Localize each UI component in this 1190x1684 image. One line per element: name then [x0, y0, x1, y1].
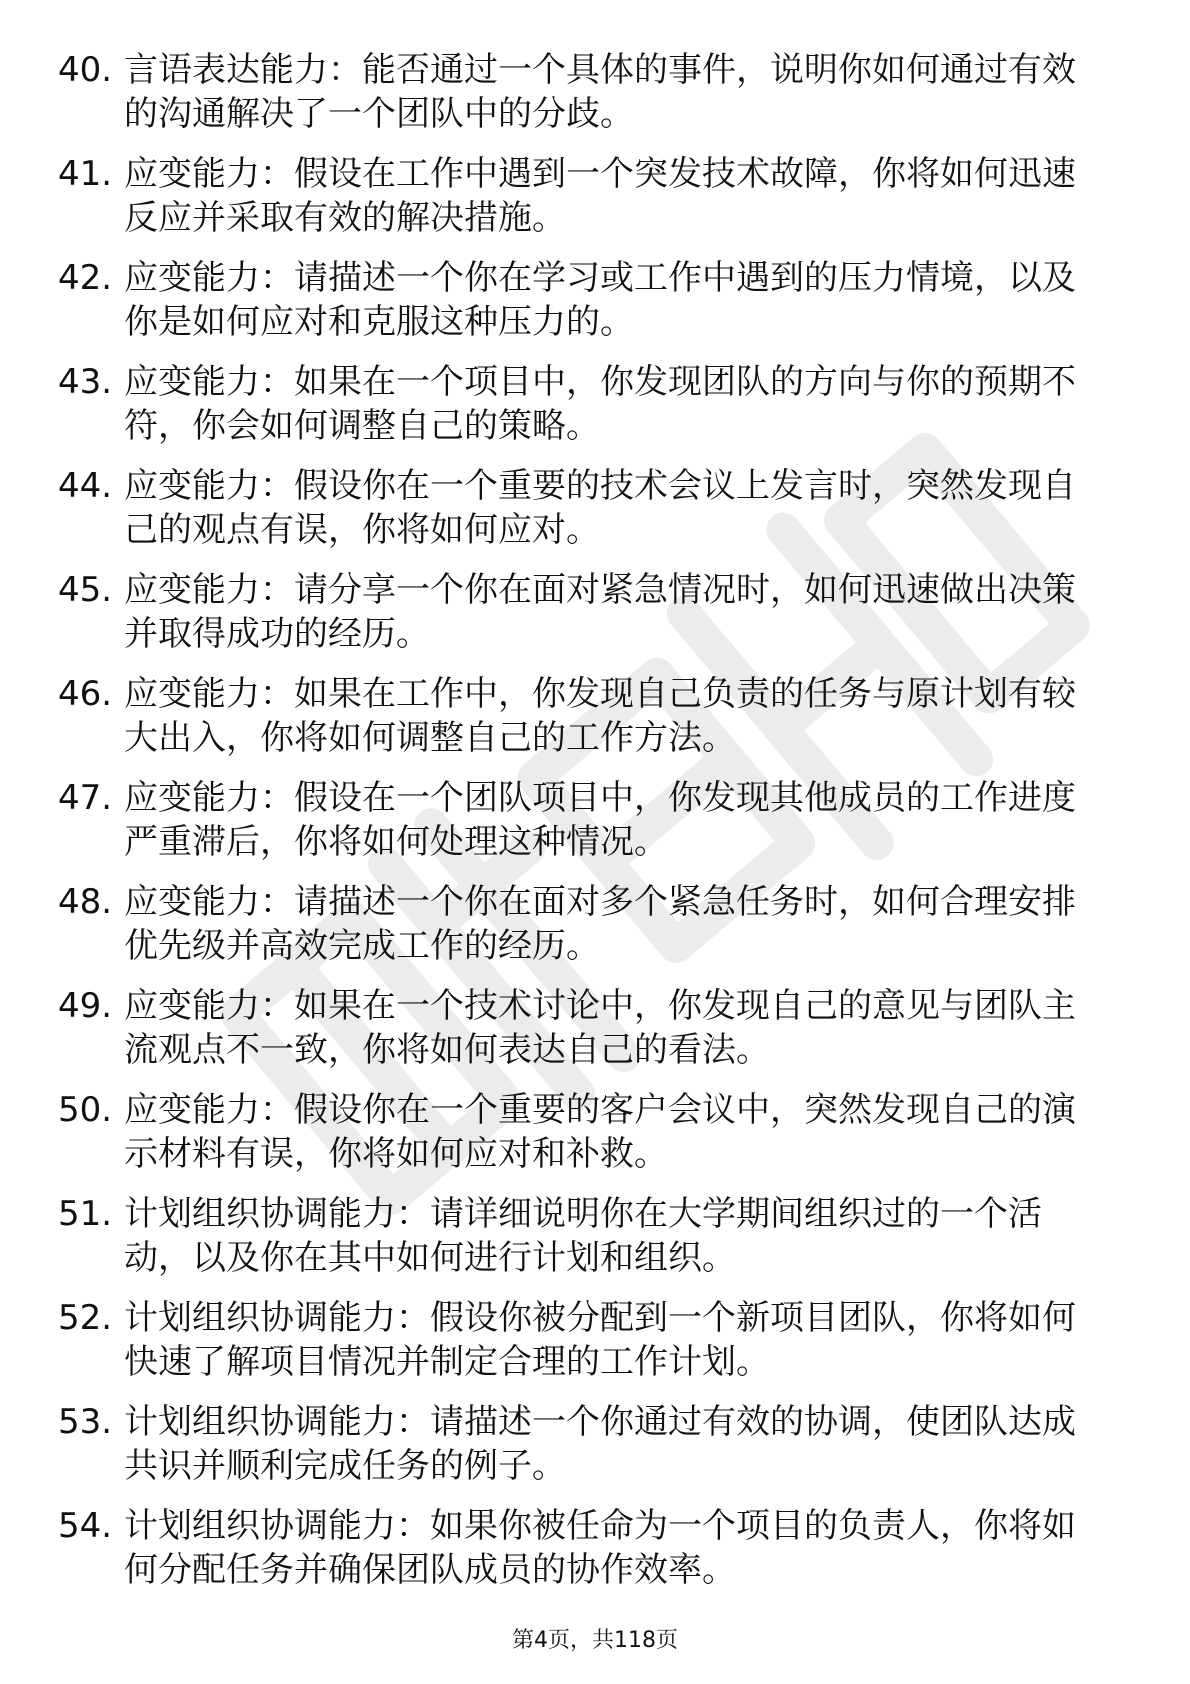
list-item [58, 776, 1118, 880]
item-line: 并取得成功的经历。 [124, 614, 430, 654]
item-number: 53. [58, 1402, 113, 1442]
item-text [124, 1296, 1114, 1384]
item-text [124, 568, 1114, 656]
item-line: 己的观点有误，你将如何应对。 [124, 510, 600, 550]
item-line: 计划组织协调能力：假设你被分配到一个新项目团队，你将如何 [124, 1298, 1076, 1338]
item-text [124, 152, 1114, 240]
item-line: 应变能力：如果在一个技术讨论中，你发现自己的意见与团队主 [124, 986, 1076, 1026]
item-line: 何分配任务并确保团队成员的协作效率。 [124, 1550, 736, 1590]
item-line: 大出入，你将如何调整自己的工作方法。 [124, 718, 736, 758]
item-text [124, 1400, 1114, 1488]
list-item [58, 464, 1118, 568]
item-line: 应变能力：请分享一个你在面对紧急情况时，如何迅速做出决策 [124, 570, 1076, 610]
item-line: 符，你会如何调整自己的策略。 [124, 406, 600, 446]
list-item [58, 1088, 1118, 1192]
item-number: 43. [58, 362, 113, 402]
item-line: 计划组织协调能力：请详细说明你在大学期间组织过的一个活 [124, 1194, 1042, 1234]
item-text [124, 256, 1114, 344]
item-text [124, 776, 1114, 864]
item-line: 应变能力：假设你在一个重要的技术会议上发言时，突然发现自 [124, 466, 1076, 506]
item-line: 言语表达能力：能否通过一个具体的事件，说明你如何通过有效 [124, 50, 1076, 90]
page-footer: 第4页，共118页 [512, 1628, 678, 1653]
list-item [58, 360, 1118, 464]
item-line: 计划组织协调能力：如果你被任命为一个项目的负责人，你将如 [124, 1506, 1076, 1546]
list-item [58, 568, 1118, 672]
list-item [58, 152, 1118, 256]
item-line: 应变能力：假设在工作中遇到一个突发技术故障，你将如何迅速 [124, 154, 1076, 194]
item-line: 应变能力：请描述一个你在学习或工作中遇到的压力情境，以及 [124, 258, 1076, 298]
item-line: 严重滞后，你将如何处理这种情况。 [124, 822, 668, 862]
item-text [124, 880, 1114, 968]
item-number: 41. [58, 154, 113, 194]
item-line: 应变能力：如果在工作中，你发现自己负责的任务与原计划有较 [124, 674, 1076, 714]
item-number: 45. [58, 570, 113, 610]
item-number: 48. [58, 882, 113, 922]
item-text [124, 360, 1114, 448]
item-number: 40. [58, 50, 113, 90]
item-number: 51. [58, 1194, 113, 1234]
item-line: 快速了解项目情况并制定合理的工作计划。 [124, 1342, 770, 1382]
item-line: 流观点不一致，你将如何表达自己的看法。 [124, 1030, 770, 1070]
item-line: 应变能力：请描述一个你在面对多个紧急任务时，如何合理安排 [124, 882, 1076, 922]
list-item [58, 672, 1118, 776]
list-item [58, 984, 1118, 1088]
item-number: 47. [58, 778, 113, 818]
item-number: 50. [58, 1090, 113, 1130]
item-number: 52. [58, 1298, 113, 1338]
item-number: 44. [58, 466, 113, 506]
list-item [58, 48, 1118, 152]
list-item [58, 880, 1118, 984]
list-item [58, 1192, 1118, 1296]
item-line: 优先级并高效完成工作的经历。 [124, 926, 600, 966]
item-line: 应变能力：如果在一个项目中，你发现团队的方向与你的预期不 [124, 362, 1076, 402]
item-line: 应变能力：假设你在一个重要的客户会议中，突然发现自己的演 [124, 1090, 1076, 1130]
item-text [124, 464, 1114, 552]
item-line: 共识并顺利完成任务的例子。 [124, 1446, 566, 1486]
item-line: 你是如何应对和克服这种压力的。 [124, 302, 634, 342]
item-number: 54. [58, 1506, 113, 1546]
list-item [58, 1504, 1118, 1608]
item-number: 49. [58, 986, 113, 1026]
item-line: 的沟通解决了一个团队中的分歧。 [124, 94, 634, 134]
item-text [124, 48, 1114, 136]
list-item [58, 256, 1118, 360]
item-text [124, 1088, 1114, 1176]
list-item [58, 1296, 1118, 1400]
item-text [124, 984, 1114, 1072]
list-item [58, 1400, 1118, 1504]
item-line: 计划组织协调能力：请描述一个你通过有效的协调，使团队达成 [124, 1402, 1076, 1442]
question-list [58, 48, 1118, 1608]
item-number: 46. [58, 674, 113, 714]
item-text [124, 1504, 1114, 1592]
item-number: 42. [58, 258, 113, 298]
item-line: 示材料有误，你将如何应对和补救。 [124, 1134, 668, 1174]
item-text [124, 1192, 1114, 1280]
item-line: 动，以及你在其中如何进行计划和组织。 [124, 1238, 736, 1278]
item-text [124, 672, 1114, 760]
item-line: 反应并采取有效的解决措施。 [124, 198, 566, 238]
item-line: 应变能力：假设在一个团队项目中，你发现其他成员的工作进度 [124, 778, 1076, 818]
